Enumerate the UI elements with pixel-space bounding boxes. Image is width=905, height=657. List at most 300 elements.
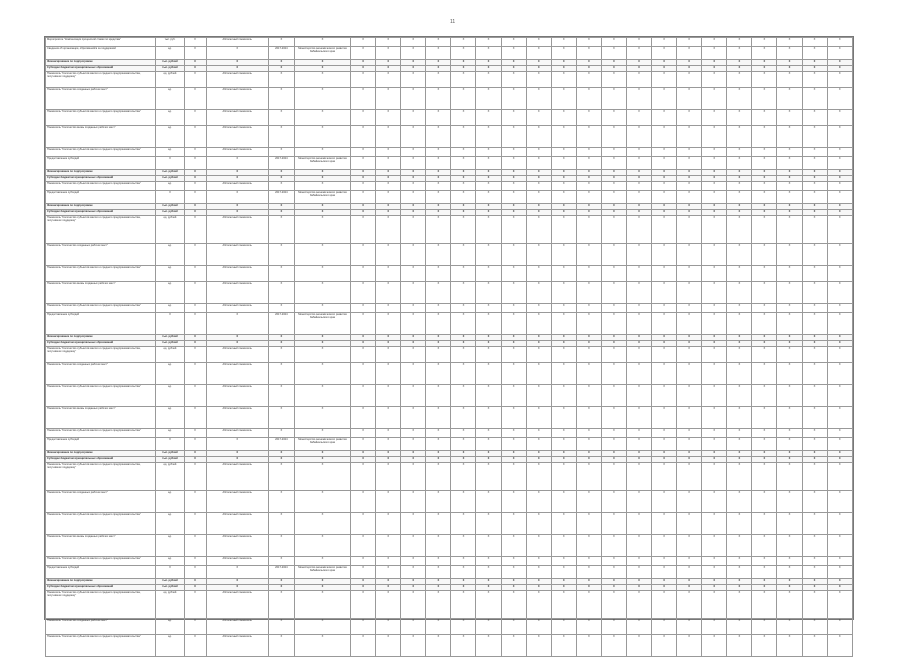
table-cell: Х <box>401 88 426 110</box>
table-cell: Х <box>727 438 752 451</box>
table-cell: Х <box>156 438 184 451</box>
table-cell: Х <box>426 438 451 451</box>
table-cell: Х <box>652 191 677 204</box>
table-row <box>46 566 853 579</box>
table-cell: Х <box>827 535 852 557</box>
table-cell: Х <box>501 304 526 313</box>
table-cell: Х <box>451 566 476 579</box>
table-cell: Х <box>351 266 376 282</box>
table-cell: Х <box>802 407 827 429</box>
table-cell: Х <box>184 335 206 341</box>
table-cell: Х <box>677 282 702 304</box>
table-cell: Х <box>526 429 551 438</box>
table-row <box>46 491 853 513</box>
table-cell: Х <box>727 585 752 591</box>
table-row <box>46 363 853 385</box>
table-cell: Х <box>501 157 526 170</box>
table-cell: Х <box>476 385 501 407</box>
table-cell: Х <box>184 557 206 566</box>
table-cell: Х <box>476 191 501 204</box>
table-cell: Х <box>777 341 802 347</box>
table-cell: Х <box>476 363 501 385</box>
data-table-sheet <box>44 36 854 638</box>
table-cell: Х <box>827 282 852 304</box>
table-cell: Х <box>376 282 401 304</box>
row-label-cell: Показатель "Количество созданных рабочих мест" <box>46 244 156 266</box>
table-cell: Х <box>526 126 551 148</box>
table-cell: ед. <box>156 557 184 566</box>
table-cell: Х <box>727 66 752 72</box>
row-label-cell: Предоставление субсидий <box>46 191 156 204</box>
table-cell: Х <box>501 619 526 635</box>
table-cell: Х <box>601 266 626 282</box>
table-cell: Х <box>401 585 426 591</box>
table-cell: Х <box>677 191 702 204</box>
table-cell: Х <box>401 72 426 88</box>
table-cell: Х <box>426 347 451 363</box>
table-cell: Х <box>752 282 777 304</box>
table-cell: Х <box>576 266 601 282</box>
table-cell: Абсолютный показатель <box>206 619 268 635</box>
table-cell: Х <box>652 335 677 341</box>
table-cell: Х <box>526 513 551 535</box>
table-row <box>46 126 853 148</box>
table-cell: Х <box>501 176 526 182</box>
table-cell: Х <box>351 491 376 513</box>
table-cell: Х <box>526 66 551 72</box>
table-cell: Х <box>476 579 501 585</box>
table-cell: Х <box>268 126 294 148</box>
table-cell: Х <box>626 72 651 88</box>
table-cell: Х <box>451 347 476 363</box>
table-row <box>46 557 853 566</box>
table-cell: Х <box>802 191 827 204</box>
table-cell: Х <box>376 579 401 585</box>
table-cell: Х <box>576 148 601 157</box>
table-cell: Х <box>702 191 727 204</box>
row-label-cell: Финансирование по подпрограмме <box>46 170 156 176</box>
table-cell: ед. <box>156 282 184 304</box>
table-row <box>46 88 853 110</box>
table-cell: Х <box>626 66 651 72</box>
table-cell: Х <box>777 110 802 126</box>
table-cell: Х <box>576 619 601 635</box>
table-cell: Х <box>702 385 727 407</box>
table-cell: Х <box>184 463 206 491</box>
row-label-cell: Показатель "Количество вновь созданных рабочих мест" <box>46 126 156 148</box>
table-cell: Х <box>526 566 551 579</box>
table-cell: ед. <box>156 266 184 282</box>
table-cell: Х <box>294 535 350 557</box>
row-label-cell: Показатель "Количество вновь созданных рабочих мест" <box>46 407 156 429</box>
table-cell: Х <box>294 557 350 566</box>
table-cell: Х <box>156 191 184 204</box>
table-cell: Х <box>677 313 702 335</box>
table-cell: Х <box>551 157 576 170</box>
table-cell: Х <box>802 126 827 148</box>
table-cell: Х <box>451 88 476 110</box>
table-cell: Х <box>401 591 426 619</box>
table-cell: Х <box>626 566 651 579</box>
table-cell: Х <box>351 385 376 407</box>
table-cell: Х <box>501 148 526 157</box>
row-label-cell: Мероприятие "Компенсация процентной ставки по кредитам" <box>46 38 156 47</box>
table-cell: Х <box>476 557 501 566</box>
table-cell: Х <box>752 463 777 491</box>
table-cell: Х <box>206 341 268 347</box>
table-cell: Х <box>777 313 802 335</box>
table-row <box>46 148 853 157</box>
table-cell: Х <box>727 363 752 385</box>
table-cell: Х <box>702 457 727 463</box>
table-cell: Х <box>551 72 576 88</box>
table-cell: Х <box>501 110 526 126</box>
table-cell: Х <box>827 429 852 438</box>
table-cell: Х <box>802 72 827 88</box>
table-cell: Х <box>184 535 206 557</box>
table-cell: Х <box>268 385 294 407</box>
table-cell: Х <box>351 72 376 88</box>
table-cell: Х <box>752 451 777 457</box>
table-cell: Х <box>426 170 451 176</box>
table-cell: Х <box>451 60 476 66</box>
table-cell: Х <box>652 557 677 566</box>
table-cell: Х <box>752 38 777 47</box>
table-cell: Х <box>827 557 852 566</box>
table-cell: Х <box>827 266 852 282</box>
table-cell: Х <box>351 619 376 635</box>
table-cell: Х <box>526 535 551 557</box>
table-cell: Х <box>376 60 401 66</box>
table-cell: Х <box>376 341 401 347</box>
table-cell: Х <box>376 635 401 657</box>
table-row <box>46 157 853 170</box>
table-cell: Х <box>802 110 827 126</box>
table-cell: Х <box>576 566 601 579</box>
table-cell: Х <box>702 110 727 126</box>
table-cell: Х <box>802 210 827 216</box>
table-cell: Х <box>677 579 702 585</box>
table-cell: Х <box>206 585 268 591</box>
table-cell: Х <box>451 513 476 535</box>
table-cell: Х <box>376 110 401 126</box>
table-cell: Х <box>827 204 852 210</box>
table-cell: Х <box>802 176 827 182</box>
table-cell: Х <box>268 463 294 491</box>
table-cell: Х <box>476 204 501 210</box>
table-cell: Х <box>626 110 651 126</box>
table-cell: Х <box>376 182 401 191</box>
table-cell: ед. <box>156 535 184 557</box>
table-cell: Х <box>501 457 526 463</box>
table-cell: Х <box>476 282 501 304</box>
table-cell: Х <box>451 204 476 210</box>
table-cell: Х <box>451 282 476 304</box>
table-cell: Х <box>677 204 702 210</box>
table-cell: Х <box>677 304 702 313</box>
table-cell: Х <box>827 191 852 204</box>
table-cell: Х <box>476 244 501 266</box>
table-cell: Х <box>401 182 426 191</box>
row-label-cell: Субсидии бюджетам муниципальных образований <box>46 66 156 72</box>
table-cell: Х <box>401 385 426 407</box>
table-cell: Х <box>426 335 451 341</box>
table-cell: Х <box>727 591 752 619</box>
table-cell: Х <box>576 429 601 438</box>
row-label-cell: Показатель "Количество субъектов малого и среднего предпринимательства, получивших поддержку" <box>46 591 156 619</box>
table-cell: ед. <box>156 635 184 657</box>
table-cell: Х <box>601 407 626 429</box>
table-cell: Х <box>376 363 401 385</box>
table-cell: Х <box>576 204 601 210</box>
page-number: 11 <box>450 19 456 25</box>
table-cell: Х <box>551 170 576 176</box>
table-cell: Х <box>802 60 827 66</box>
table-cell: Х <box>576 304 601 313</box>
table-cell: Х <box>777 157 802 170</box>
table-cell: тыс. рублей <box>156 451 184 457</box>
table-cell: Абсолютный показатель <box>206 148 268 157</box>
table-cell: Х <box>351 451 376 457</box>
table-cell: Х <box>351 66 376 72</box>
table-cell: Х <box>184 170 206 176</box>
table-cell: Х <box>827 148 852 157</box>
table-cell: Х <box>626 47 651 60</box>
table-cell: Х <box>601 341 626 347</box>
table-cell: Х <box>601 244 626 266</box>
table-cell: Х <box>727 176 752 182</box>
table-cell: Х <box>727 38 752 47</box>
table-cell: Х <box>752 635 777 657</box>
table-cell: Х <box>351 591 376 619</box>
table-cell: Х <box>376 38 401 47</box>
table-cell: Х <box>206 210 268 216</box>
table-cell: Х <box>677 513 702 535</box>
table-cell: Х <box>184 579 206 585</box>
table-cell: Х <box>426 619 451 635</box>
table-cell: Х <box>268 266 294 282</box>
table-cell: Х <box>702 491 727 513</box>
table-cell: Х <box>601 619 626 635</box>
table-cell: Х <box>752 619 777 635</box>
table-cell: Х <box>376 557 401 566</box>
table-cell: Х <box>827 66 852 72</box>
table-cell: Х <box>626 451 651 457</box>
table-cell: Х <box>426 363 451 385</box>
table-cell: Х <box>526 313 551 335</box>
table-cell: Х <box>268 72 294 88</box>
table-cell: Х <box>401 60 426 66</box>
table-cell: Х <box>777 170 802 176</box>
table-cell: Х <box>827 347 852 363</box>
table-cell: Х <box>426 66 451 72</box>
row-label-cell: Показатель "Количество субъектов малого и среднего предпринимательства" <box>46 148 156 157</box>
table-cell: Х <box>802 335 827 341</box>
table-cell: Х <box>501 513 526 535</box>
table-cell: Х <box>802 157 827 170</box>
table-cell: Х <box>551 463 576 491</box>
table-cell: Х <box>702 579 727 585</box>
table-cell: Х <box>401 557 426 566</box>
table-cell: Х <box>351 126 376 148</box>
table-cell: Х <box>376 266 401 282</box>
table-cell: Х <box>184 72 206 88</box>
table-cell: Х <box>827 407 852 429</box>
table-cell: Х <box>526 191 551 204</box>
table-cell: Х <box>426 457 451 463</box>
table-cell: Х <box>551 182 576 191</box>
table-cell: Х <box>601 204 626 210</box>
table-cell: Х <box>777 579 802 585</box>
table-cell: Х <box>677 385 702 407</box>
table-cell: Х <box>401 535 426 557</box>
table-cell: Х <box>426 38 451 47</box>
table-cell: Х <box>702 513 727 535</box>
table-cell: тыс. рублей <box>156 60 184 66</box>
table-cell: ед. <box>156 148 184 157</box>
table-cell: Х <box>777 47 802 60</box>
table-cell: Х <box>184 157 206 170</box>
table-cell: Х <box>476 304 501 313</box>
table-cell: Х <box>802 535 827 557</box>
table-cell: Х <box>702 438 727 451</box>
table-cell: Х <box>451 47 476 60</box>
table-cell: Х <box>652 457 677 463</box>
table-cell: Х <box>702 591 727 619</box>
table-row <box>46 313 853 335</box>
table-cell: Х <box>184 216 206 244</box>
table-cell: Х <box>184 363 206 385</box>
table-cell: Х <box>426 110 451 126</box>
table-cell: Х <box>526 204 551 210</box>
table-cell: Х <box>476 438 501 451</box>
table-cell: Х <box>677 635 702 657</box>
table-cell: Х <box>476 513 501 535</box>
table-cell: Х <box>576 313 601 335</box>
table-cell: Х <box>526 88 551 110</box>
table-cell: Х <box>677 110 702 126</box>
table-cell: Х <box>476 535 501 557</box>
table-cell: Х <box>802 66 827 72</box>
table-cell: Х <box>451 535 476 557</box>
table-cell: Х <box>206 60 268 66</box>
table-cell: Х <box>601 457 626 463</box>
table-cell: Х <box>476 88 501 110</box>
table-cell: Х <box>677 170 702 176</box>
table-cell: Х <box>677 429 702 438</box>
table-cell: Х <box>376 244 401 266</box>
table-cell: Х <box>702 619 727 635</box>
table-cell: Х <box>501 210 526 216</box>
table-cell: Х <box>601 335 626 341</box>
table-cell: Х <box>551 347 576 363</box>
table-cell: Х <box>702 47 727 60</box>
table-cell: Х <box>652 463 677 491</box>
table-cell: Х <box>802 513 827 535</box>
table-cell: Х <box>626 635 651 657</box>
table-cell: Х <box>184 347 206 363</box>
table-cell: Х <box>426 385 451 407</box>
table-cell: ед. <box>156 47 184 60</box>
table-cell: Х <box>184 204 206 210</box>
table-cell: Х <box>206 579 268 585</box>
table-cell: Х <box>351 304 376 313</box>
table-cell: Абсолютный показатель <box>206 88 268 110</box>
table-row <box>46 535 853 557</box>
table-cell: Х <box>551 210 576 216</box>
indicators-table <box>45 37 853 657</box>
table-cell: ед. <box>156 126 184 148</box>
table-row <box>46 591 853 619</box>
table-cell: Х <box>601 304 626 313</box>
table-cell: Х <box>652 304 677 313</box>
table-cell: Х <box>351 88 376 110</box>
table-cell: Х <box>727 566 752 579</box>
table-cell: Х <box>184 88 206 110</box>
table-cell: Х <box>401 407 426 429</box>
table-cell: Х <box>601 60 626 66</box>
table-cell: Х <box>268 451 294 457</box>
table-cell: Х <box>476 47 501 60</box>
table-cell: Абсолютный показатель <box>206 513 268 535</box>
table-cell: Х <box>827 619 852 635</box>
table-cell: Х <box>156 566 184 579</box>
table-row <box>46 347 853 363</box>
table-cell: Х <box>294 335 350 341</box>
table-cell: Х <box>376 619 401 635</box>
table-cell: Х <box>727 88 752 110</box>
row-label-cell: Сведения об организации, обратившейся за поддержкой <box>46 47 156 60</box>
table-cell: Х <box>677 66 702 72</box>
table-cell: Х <box>576 216 601 244</box>
row-label-cell: Финансирование по подпрограмме <box>46 204 156 210</box>
table-cell: Х <box>426 216 451 244</box>
table-cell: Х <box>727 335 752 341</box>
table-cell: Х <box>827 335 852 341</box>
table-cell: Х <box>268 557 294 566</box>
table-cell: Х <box>576 335 601 341</box>
table-cell: Х <box>426 635 451 657</box>
table-cell: Х <box>501 282 526 304</box>
row-label-cell: Предоставление субсидий <box>46 566 156 579</box>
table-cell: Х <box>451 635 476 657</box>
table-cell: Х <box>626 216 651 244</box>
table-cell: Х <box>268 88 294 110</box>
table-cell: Х <box>576 210 601 216</box>
table-cell: Х <box>426 148 451 157</box>
table-cell: Х <box>576 60 601 66</box>
table-cell: Х <box>702 88 727 110</box>
table-cell: Х <box>752 210 777 216</box>
table-cell: Х <box>777 463 802 491</box>
table-cell: Х <box>802 216 827 244</box>
table-cell: Х <box>351 585 376 591</box>
row-label-cell: Показатель "Количество субъектов малого и среднего предпринимательства, получивших поддержку" <box>46 72 156 88</box>
table-cell: Х <box>526 635 551 657</box>
table-cell: Х <box>777 266 802 282</box>
table-cell: Х <box>526 579 551 585</box>
table-cell: Х <box>294 304 350 313</box>
table-cell: Абсолютный показатель <box>206 72 268 88</box>
table-cell: Абсолютный показатель <box>206 126 268 148</box>
table-cell: Х <box>677 244 702 266</box>
table-cell: Х <box>401 210 426 216</box>
table-cell: Х <box>294 66 350 72</box>
table-cell: Х <box>727 457 752 463</box>
table-cell: Х <box>184 266 206 282</box>
table-cell: Х <box>601 635 626 657</box>
table-cell: Х <box>551 110 576 126</box>
